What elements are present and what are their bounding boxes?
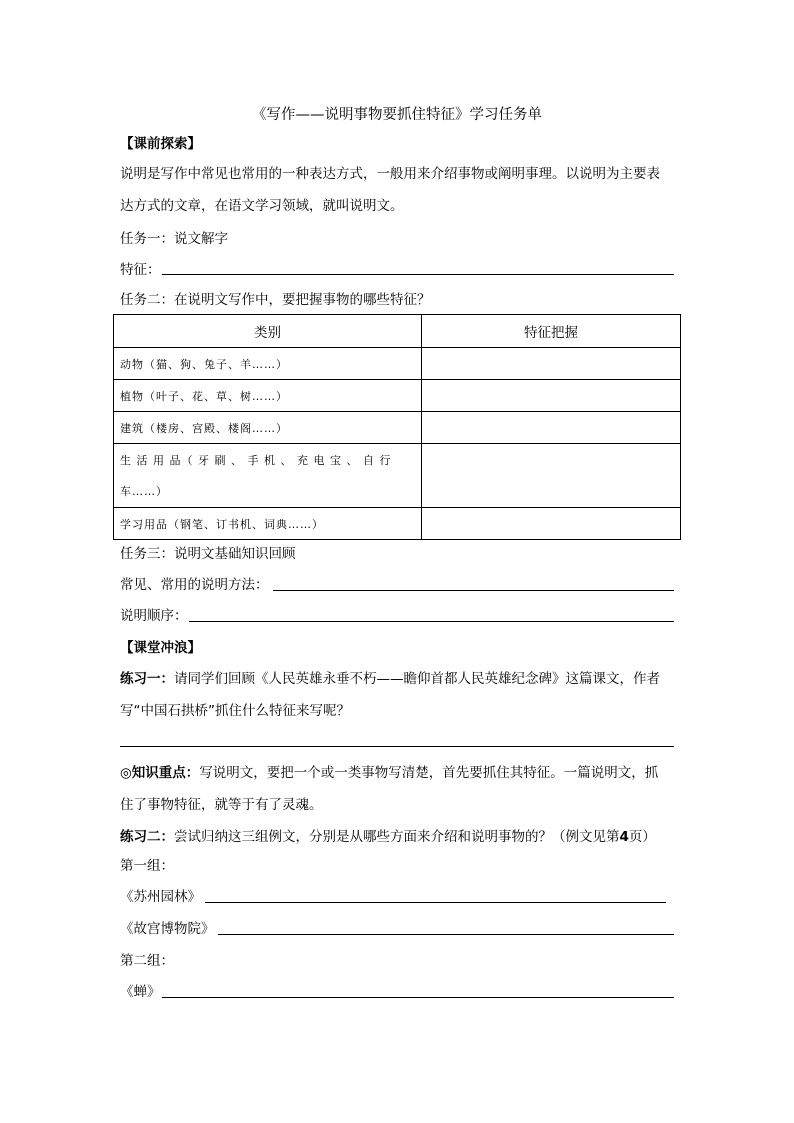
feature-table	[113, 314, 681, 540]
exercise2-label: 练习二：	[120, 829, 174, 845]
feature-cell[interactable]	[422, 380, 681, 412]
category-cell-building: 建筑（楼房、宫殿、楼阁……）	[114, 412, 422, 444]
exercise1-line-1	[120, 671, 660, 687]
table-row	[114, 412, 681, 444]
table-header-feature: 特征把握	[422, 315, 681, 348]
table-row	[114, 380, 681, 412]
exercise2-text-end: 页）	[628, 829, 656, 845]
exercise2-page-number: 4	[619, 829, 629, 845]
page-title: 《写作——说明事物要抓住特征》学习任务单	[252, 107, 542, 123]
group2-item-cicada: 《蝉》	[120, 984, 161, 1000]
group1-item-suzhou: 《苏州园林》	[120, 889, 201, 905]
feature-cell[interactable]	[422, 348, 681, 380]
group1-item-palace-museum: 《故宫博物院》	[120, 921, 215, 937]
category-cell-animal: 动物（猫、狗、兔子、羊……）	[114, 348, 422, 380]
feature-cell[interactable]	[422, 444, 681, 508]
table-header-row	[114, 315, 681, 348]
exercise1-label: 练习一：	[120, 671, 174, 687]
knowledge-point-text: 写说明文，要把一个或一类事物写清楚，首先要抓住其特征。一篇说明文，抓	[199, 765, 659, 781]
feature-cell[interactable]	[422, 508, 681, 540]
task2-text: 任务二：在说明文写作中，要把握事物的哪些特征？	[120, 292, 431, 308]
pre-class-heading: 【课前探索】	[120, 136, 201, 152]
methods-label: 常见、常用的说明方法：	[120, 577, 269, 593]
knowledge-point-label: ◎知识重点：	[120, 765, 200, 781]
table-row	[114, 444, 681, 508]
feature-cell[interactable]	[422, 412, 681, 444]
feature-answer-line[interactable]	[162, 274, 674, 275]
knowledge-point-line-2: 住了事物特征，就等于有了灵魂。	[120, 797, 323, 813]
palace-museum-answer-line[interactable]	[218, 934, 674, 935]
order-label: 说明顺序：	[120, 608, 188, 624]
exercise1-answer-line[interactable]	[120, 746, 674, 747]
in-class-heading: 【课堂冲浪】	[120, 640, 201, 656]
daily-goods-line-2: 车……）	[120, 484, 168, 498]
group2-label: 第二组：	[120, 953, 174, 969]
table-row	[114, 508, 681, 540]
group1-label: 第一组：	[120, 858, 174, 874]
task1-text: 任务一：说文解字	[120, 231, 228, 247]
intro-line-2: 达方式的文章，在语文学习领域，就叫说明文。	[120, 198, 404, 214]
category-cell-daily-goods	[114, 444, 422, 508]
knowledge-point-line-1	[120, 765, 658, 781]
category-cell-study-goods: 学习用品（钢笔、订书机、词典……）	[114, 508, 422, 540]
category-cell-plant: 植物（叶子、花、草、树……）	[114, 380, 422, 412]
exercise2-text: 尝试归纳这三组例文，分别是从哪些方面来介绍和说明事物的？（例文见第	[174, 829, 620, 845]
order-answer-line[interactable]	[189, 621, 674, 622]
cicada-answer-line[interactable]	[162, 997, 674, 998]
table-header-category: 类别	[114, 315, 422, 348]
suzhou-answer-line[interactable]	[205, 902, 666, 903]
table-row	[114, 348, 681, 380]
exercise1-line-2: 写“中国石拱桥”抓住什么特征来写呢？	[120, 703, 350, 719]
exercise1-text: 请同学们回顾《人民英雄永垂不朽——瞻仰首都人民英雄纪念碑》这篇课文，作者	[174, 671, 660, 687]
methods-answer-line[interactable]	[273, 590, 674, 591]
feature-label: 特征：	[120, 262, 161, 278]
exercise2-line	[120, 829, 656, 845]
daily-goods-line-1: 生 活 用 品（ 牙 刷 、 手 机 、 充 电 宝 、 自 行	[120, 453, 392, 467]
task3-text: 任务三：说明文基础知识回顾	[120, 546, 296, 562]
intro-line-1: 说明是写作中常见也常用的一种表达方式，一般用来介绍事物或阐明事理。以说明为主要表	[120, 166, 660, 182]
